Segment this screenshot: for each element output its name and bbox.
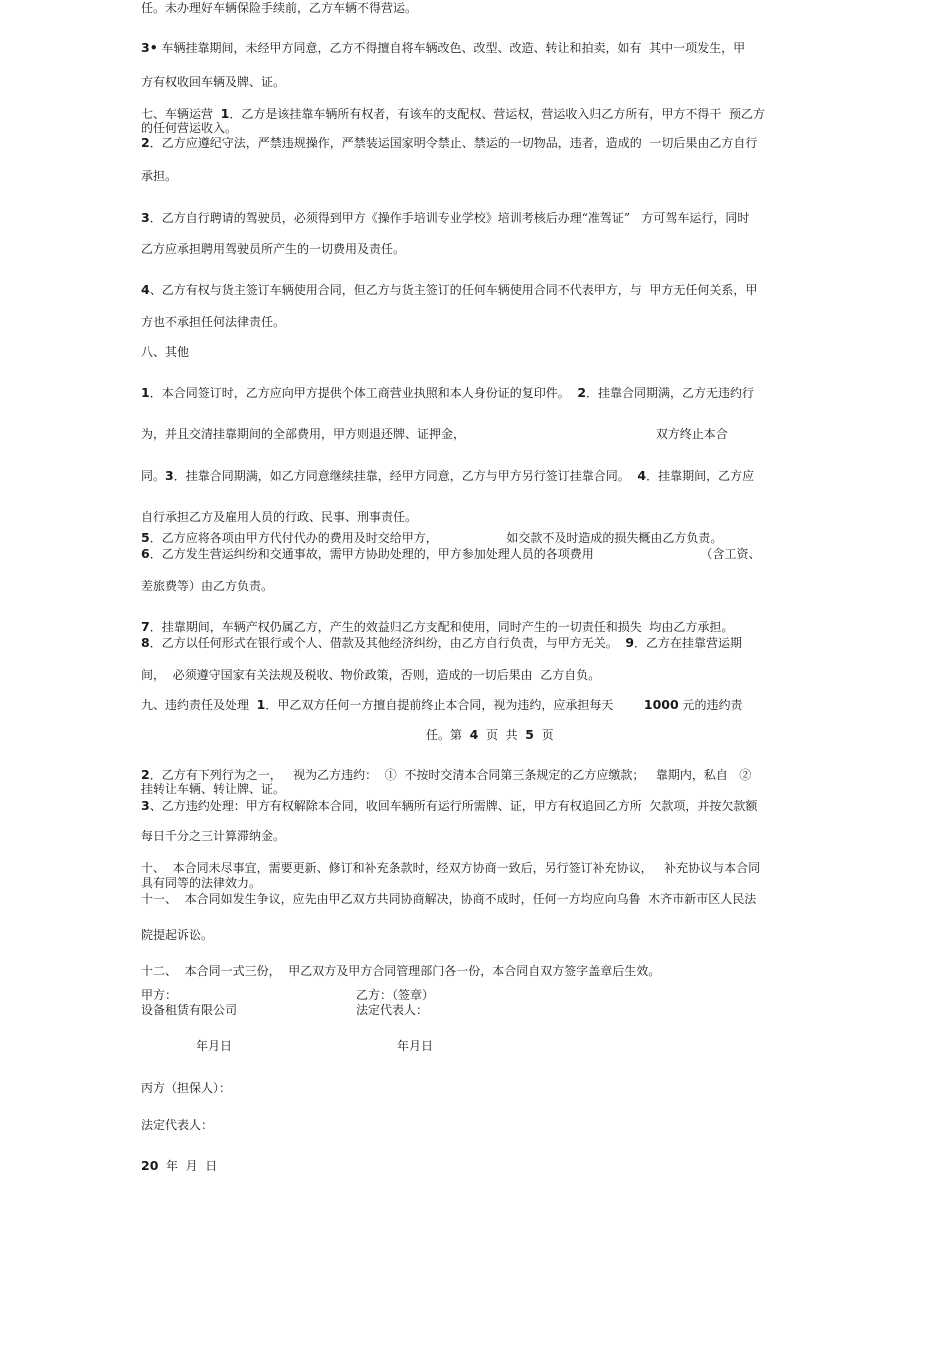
text-run: 元的违约责 (678, 698, 743, 712)
text-run: 的任何营运收入。 (141, 121, 238, 135)
party-a-company: 设备租赁有限公司 (141, 1003, 238, 1017)
text-run: 、乙方违约处理：甲方有权解除本合同，收回车辆所有运行所需牌、证，甲方有权追回乙方所 欠款项，并按欠款额 (149, 799, 758, 813)
contract-line (141, 876, 261, 890)
text-run: 间， 必须遵守国家有关法规及税收、物价政策，否则，造成的一切后果由 乙方自负。 (141, 668, 601, 682)
contract-line (141, 211, 749, 225)
contract-line (141, 799, 757, 813)
contract-line (141, 964, 660, 978)
contract-line (141, 41, 745, 55)
party-b-date: 年月日 (397, 1039, 434, 1053)
text-run: 十二、 本合同一式三份， 甲乙双方及甲方合同管理部门各一份，本合同自双方签字盖章后生效。 (141, 964, 661, 978)
contract-line (141, 121, 237, 135)
bold-numeral: 1000 (643, 697, 679, 712)
text-run: ．本合同签订时，乙方应向甲方提供个体工商营业执照和本人身份证的复印件。 (149, 386, 578, 400)
text-run: ．乙方自行聘请的驾驶员，必须得到甲方《操作手培训专业学校》培训考核后办理“准驾证” 方可驾车运行，同时 (149, 211, 750, 225)
contract-line (141, 469, 754, 483)
contract-line (141, 510, 417, 524)
bold-numeral: 20 (141, 1158, 159, 1173)
contract-line (141, 242, 405, 256)
contract-line (141, 668, 600, 682)
contract-line (141, 547, 761, 561)
text-run: 同。 (141, 469, 166, 483)
contract-line (141, 928, 213, 942)
contract-line (141, 315, 285, 329)
text-run: 差旅费等）由乙方负责。 (141, 579, 274, 593)
text-run: ．乙方发生营运纠纷和交通事故，需甲方协助处理的，甲方参加处理人员的各项费用 （含工资、 (149, 547, 761, 561)
bold-numeral: 1 (141, 385, 150, 400)
text-run: 具有同等的法律效力。 (141, 876, 262, 890)
text-run: ．乙方有下列行为之一， 视为乙方违约： ① 不按时交清本合同第三条规定的乙方应缴款； 靠期内，私自 ② (149, 768, 752, 782)
bold-numeral: 5 (525, 727, 534, 742)
text-run: ．挂靠合同期满，如乙方同意继续挂靠，经甲方同意，乙方与甲方另行签订挂靠合同。 (173, 469, 638, 483)
text-run: 年 月 日 (158, 1159, 218, 1173)
text-run: ．乙方在挂靠营运期 (634, 636, 743, 650)
contract-line (141, 579, 273, 593)
contract-line (141, 386, 754, 400)
text-run: ．乙方以任何形式在银行或个人、借款及其他经济纠纷，由乙方自行负责，与甲方无关。 (149, 636, 626, 650)
bold-numeral: 4 (141, 282, 150, 297)
bold-numeral: 7 (141, 619, 150, 634)
text-run: ．挂靠期间，乙方应 (646, 469, 755, 483)
contract-line (141, 861, 760, 875)
contract-line (141, 892, 756, 906)
text-run: 乙方应承担聘用驾驶员所产生的一切费用及责任。 (141, 242, 406, 256)
party-c-label: 丙方（担保人）： (141, 1081, 232, 1095)
page-number (426, 728, 554, 742)
bold-numeral: 6 (141, 546, 150, 561)
bold-numeral: 8 (141, 635, 150, 650)
bold-numeral: 4 (469, 727, 479, 742)
text-run: 自行承担乙方及雇用人员的行政、民事、刑事责任。 (141, 510, 418, 524)
contract-line (141, 136, 757, 150)
contract-line (141, 531, 722, 545)
contract-line (141, 107, 765, 121)
text-run: ．甲乙双方任何一方擅自提前终止本合同，视为违约，应承担每天 (265, 698, 644, 712)
party-b-representative: 法定代表人： (356, 1003, 429, 1017)
bold-numeral: 4 (637, 468, 647, 483)
party-b-label: 乙方：（签章） (356, 988, 435, 1002)
contract-line (141, 345, 189, 359)
text-run: 八、其他 (141, 345, 190, 359)
text-run: 任。第 (426, 728, 470, 742)
contract-line (141, 283, 757, 297)
text-run: ．乙方是该挂靠车辆所有权者，有该车的支配权、营运权，营运收入归乙方所有，甲方不得干 预乙方 (229, 107, 765, 121)
text-run: 九、违约责任及处理 (141, 698, 257, 712)
party-a-label: 甲方： (141, 988, 178, 1002)
text-run: ．挂靠合同期满，乙方无违约行 (586, 386, 755, 400)
contract-line (141, 1, 417, 15)
bold-numeral: 3 (165, 468, 174, 483)
contract-line (141, 427, 728, 441)
text-run: 十、 本合同未尽事宜，需要更新、修订和补充条款时，经双方协商一致后，另行签订补充协议， 补充协议与本合同 (141, 861, 761, 875)
contract-line (141, 75, 285, 89)
contract-line (141, 782, 285, 796)
text-run: 七、车辆运营 (141, 107, 221, 121)
bold-numeral: 9 (625, 635, 635, 650)
contract-line (141, 829, 285, 843)
contract-line (141, 636, 742, 650)
contract-line (141, 620, 733, 634)
contract-line (141, 768, 751, 782)
text-run: 、乙方有权与货主签订车辆使用合同，但乙方与货主签订的任何车辆使用合同不代表甲方，与 甲方无任何关系，甲 (149, 283, 758, 297)
text-run: 方也不承担任何法律责任。 (141, 315, 286, 329)
text-run: 任。未办理好车辆保险手续前，乙方车辆不得营运。 (141, 1, 418, 15)
text-run: 为，并且交清挂靠期间的全部费用，甲方则退还牌、证押金， 双方终止本合 (141, 427, 728, 441)
bold-numeral: 3 (141, 210, 150, 225)
text-run: 院提起诉讼。 (141, 928, 214, 942)
contract-line (141, 169, 177, 183)
text-run: ．乙方应遵纪守法，严禁违规操作，严禁装运国家明令禁止、禁运的一切物品，违者，造成的 一切后果由乙方自行 (149, 136, 758, 150)
text-run: 承担。 (141, 169, 178, 183)
bold-numeral: 2 (141, 767, 150, 782)
text-run: 每日千分之三计算滞纳金。 (141, 829, 286, 843)
text-run: 十一、 本合同如发生争议，应先由甲乙双方共同协商解决，协商不成时，任何一方均应向乌鲁 木齐市新市区人民法 (141, 892, 757, 906)
text-run: 挂转让车辆、转让牌、证。 (141, 782, 286, 796)
text-run: ．乙方应将各项由甲方代付代办的费用及时交给甲方， 如交款不及时造成的损失概由乙方负责。 (149, 531, 723, 545)
bold-numeral: 2 (141, 135, 150, 150)
contract-line (141, 698, 743, 712)
text-run: ．挂靠期间，车辆产权仍属乙方，产生的效益归乙方支配和使用，同时产生的一切责任和损失 均由乙方承担。 (149, 620, 734, 634)
text-run: 页 共 (478, 728, 526, 742)
bold-numeral: 5 (141, 530, 150, 545)
party-c-representative: 法定代表人： (141, 1118, 214, 1132)
bold-numeral: 3 (141, 798, 150, 813)
bold-numeral: 1 (220, 106, 230, 121)
text-run: 方有权收回车辆及牌、证。 (141, 75, 286, 89)
final-date (141, 1159, 217, 1173)
text-run: 车辆挂靠期间，未经甲方同意，乙方不得擅自将车辆改色、改型、改造、转让和拍卖，如有 其中一项发生，甲 (157, 41, 746, 55)
bold-numeral: 1 (256, 697, 266, 712)
bold-numeral: 3• (141, 40, 158, 55)
party-a-date: 年月日 (196, 1039, 233, 1053)
bold-numeral: 2 (577, 385, 587, 400)
text-run: 页 (533, 728, 554, 742)
